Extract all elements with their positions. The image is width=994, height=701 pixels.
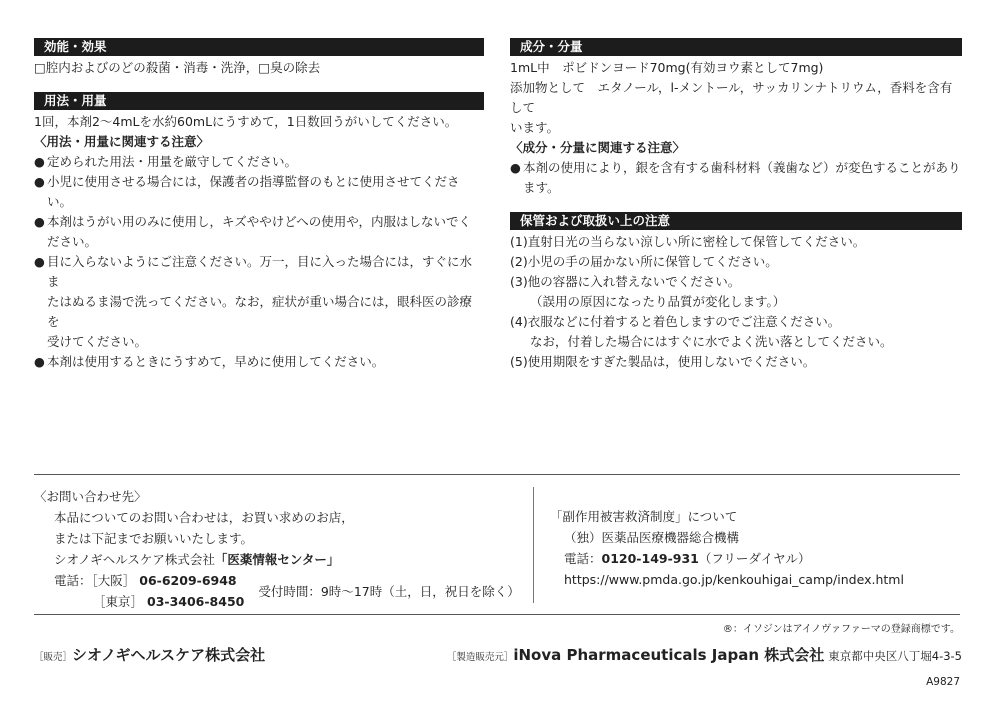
relief-url: https://www.pmda.go.jp/kenkouhigai_camp/index.html <box>564 572 904 587</box>
contact-divider <box>533 487 534 603</box>
contact-top-rule <box>34 474 960 475</box>
manufacturer: ［製造販売元］iNova Pharmaceuticals Japan 株式会社 東京都中央区八丁堀4-3-5 <box>446 646 962 664</box>
ingredients-line-3: います。 <box>510 120 560 135</box>
usage-bullet-2: ● 小児に使用させる場合には，保護者の指導監督のもとに使用させてください。 <box>34 172 484 212</box>
manufacturer-name: iNova Pharmaceuticals Japan 株式会社 <box>513 646 825 664</box>
osaka-phone: 電話：［大阪］ 06-6209-6948 <box>54 573 237 588</box>
document-code: A9827 <box>926 676 960 688</box>
manufacturer-address: 東京都中央区八丁堀4-3-5 <box>828 649 962 663</box>
storage-heading: 保管および取扱い上の注意 <box>510 212 962 230</box>
relief-phone: 電話：0120-149-931（フリーダイヤル） <box>564 551 811 566</box>
storage-item-3-note: （誤用の原因になったり品質が変化します。） <box>530 294 786 309</box>
info-center-name: 「医薬情報センター」 <box>214 552 340 567</box>
contact-title: 〈お問い合わせ先〉 <box>34 489 147 504</box>
usage-bullet-1: ● 定められた用法・用量を厳守してください。 <box>34 152 484 172</box>
contact-phones <box>34 570 534 612</box>
contact-line-2: または下記までお願いいたします。 <box>54 531 254 546</box>
footer-companies <box>34 645 962 667</box>
usage-bullet-3: ● 本剤はうがい用のみに使用し，キズややけどへの使用や，内服はしないでく ださい。 <box>34 212 484 252</box>
trademark-note: ®：イソジンはアイノヴァファーマの登録商標です。 <box>722 624 960 635</box>
relief-title: 「副作用被害救済制度」について <box>550 509 738 524</box>
ingredients-bullet: ● 本剤の使用により，銀を含有する歯科材料（義歯など）が変色することがあり ます。 <box>510 158 962 198</box>
seller: ［販売］シオノギヘルスケア株式会社 <box>34 646 266 664</box>
usage-heading: 用法・用量 <box>34 92 484 110</box>
usage-bullet-4: ● 目に入らないようにご注意ください。万一，目に入った場合には，すぐに水ま たはぬるま湯で洗ってください。なお，症状が重い場合には，眼科医の診療を 受けてください。 <box>34 252 484 352</box>
seller-name: シオノギヘルスケア株式会社 <box>72 646 266 664</box>
ingredients-line-2: 添加物として エタノール，l-メントール，サッカリンナトリウム，香料を含有して <box>510 80 953 115</box>
contact-section <box>34 486 534 612</box>
storage-item-4: (4)衣服などに付着すると着色しますのでご注意ください。 <box>510 314 841 329</box>
storage-item-1: (1)直射日光の当らない涼しい所に密栓して保管してください。 <box>510 234 866 249</box>
ingredients-heading: 成分・分量 <box>510 38 962 56</box>
ingredients-line-1: 1mL中 ポビドンヨード70mg(有効ヨウ素として7mg) <box>510 60 824 75</box>
contact-line-3: シオノギヘルスケア株式会社「医薬情報センター」 <box>54 552 340 567</box>
footer-rule <box>34 614 960 615</box>
efficacy-heading: 効能・効果 <box>34 38 484 56</box>
relief-org: （独）医薬品医療機器総合機構 <box>564 530 740 545</box>
efficacy-text: □腔内およびのどの殺菌・消毒・洗浄，□臭の除去 <box>34 60 321 75</box>
storage-item-5: (5)使用期限をすぎた製品は，使用しないでください。 <box>510 354 816 369</box>
usage-bullet-5: ● 本剤は使用するときにうすめて，早めに使用してください。 <box>34 352 484 372</box>
right-column <box>510 38 962 372</box>
left-column <box>34 38 484 372</box>
storage-item-2: (2)小児の手の届かない所に保管してください。 <box>510 254 778 269</box>
storage-item-4-note: なお，付着した場合にはすぐに水でよく洗い落としてください。 <box>530 334 893 349</box>
ingredients-notes-subheading: 〈成分・分量に関連する注意〉 <box>510 140 686 155</box>
usage-text: 1回，本剤2～4mLを水約60mLにうすめて，1日数回うがいしてください。 <box>34 114 458 129</box>
usage-notes-subheading: 〈用法・用量に関連する注意〉 <box>34 134 210 149</box>
storage-item-3: (3)他の容器に入れ替えないでください。 <box>510 274 741 289</box>
contact-line-1: 本品についてのお問い合わせは，お買い求めのお店， <box>54 510 354 525</box>
tokyo-phone: ［東京］ 03-3406-8450 <box>93 594 245 609</box>
reception-hours: 受付時間：9時～17時（土，日，祝日を除く） <box>258 583 520 599</box>
relief-section <box>550 506 960 590</box>
